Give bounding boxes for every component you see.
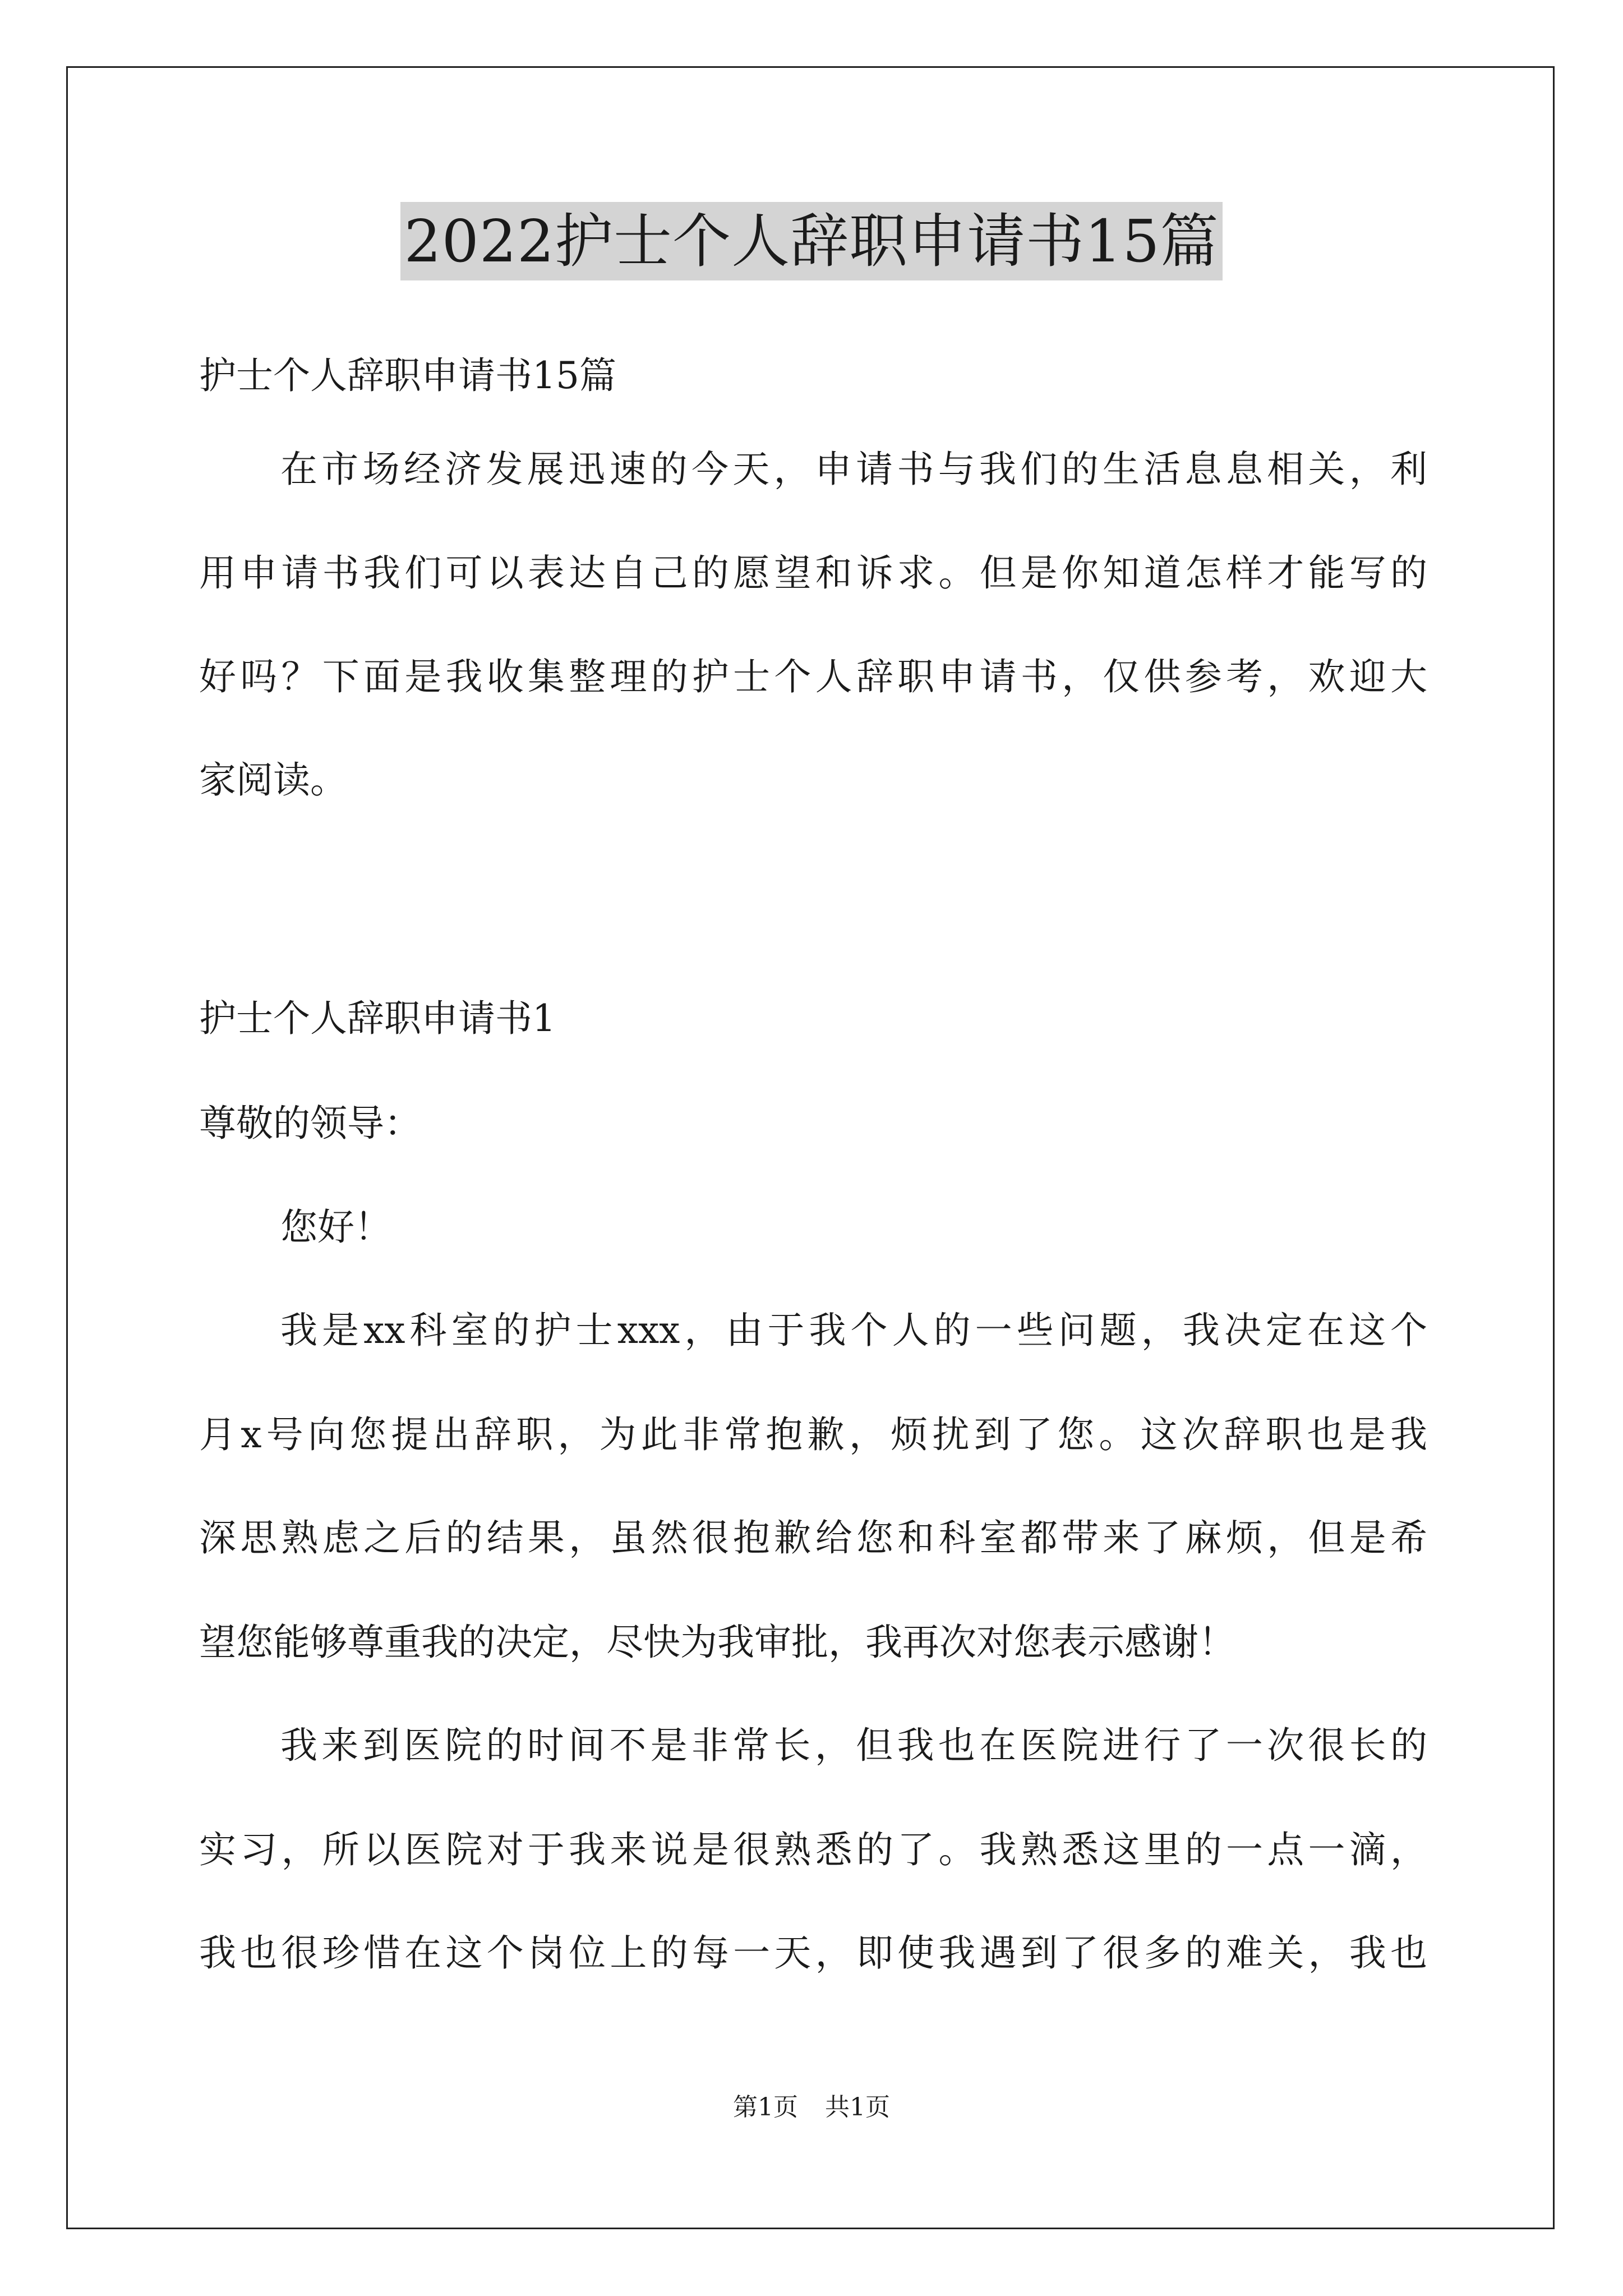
page-footer: [0, 2092, 1623, 2123]
document-subtitle: 护士个人辞职申请书15篇: [199, 354, 616, 397]
intro-line: 家阅读。: [199, 758, 347, 802]
page-number-total: 共1页: [825, 2093, 890, 2122]
page-number-current: 第1页: [733, 2093, 798, 2122]
paragraph-line: 月x号向您提出辞职，为此非常抱歉，烦扰到了您。这次辞职也是我: [199, 1413, 1427, 1456]
paragraph-line: 我来到医院的时间不是非常长，但我也在医院进行了一次很长的: [280, 1724, 1427, 1767]
intro-line: 好吗？下面是我收集整理的护士个人辞职申请书，仅供参考，欢迎大: [199, 655, 1427, 698]
salutation: 尊敬的领导：: [199, 1102, 421, 1145]
paragraph-line: 望您能够尊重我的决定，尽快为我审批，我再次对您表示感谢！: [199, 1621, 1235, 1664]
paragraph-line: 深思熟虑之后的结果，虽然很抱歉给您和科室都带来了麻烦，但是希: [199, 1516, 1427, 1559]
paragraph-line: 我是xx科室的护士xxx，由于我个人的一些问题，我决定在这个: [280, 1309, 1427, 1352]
document-title: 2022护士个人辞职申请书15篇: [400, 202, 1222, 280]
section-heading: 护士个人辞职申请书1: [199, 997, 556, 1040]
greeting: 您好！: [280, 1205, 391, 1249]
paragraph-line: 我也很珍惜在这个岗位上的每一天，即使我遇到了很多的难关，我也: [199, 1931, 1427, 1975]
title-container: [0, 202, 1623, 280]
intro-line: 在市场经济发展迅速的今天，申请书与我们的生活息息相关，利: [280, 448, 1427, 491]
intro-line: 用申请书我们可以表达自己的愿望和诉求。但是你知道怎样才能写的: [199, 551, 1427, 595]
paragraph-line: 实习，所以医院对于我来说是很熟悉的了。我熟悉这里的一点一滴，: [199, 1828, 1427, 1871]
